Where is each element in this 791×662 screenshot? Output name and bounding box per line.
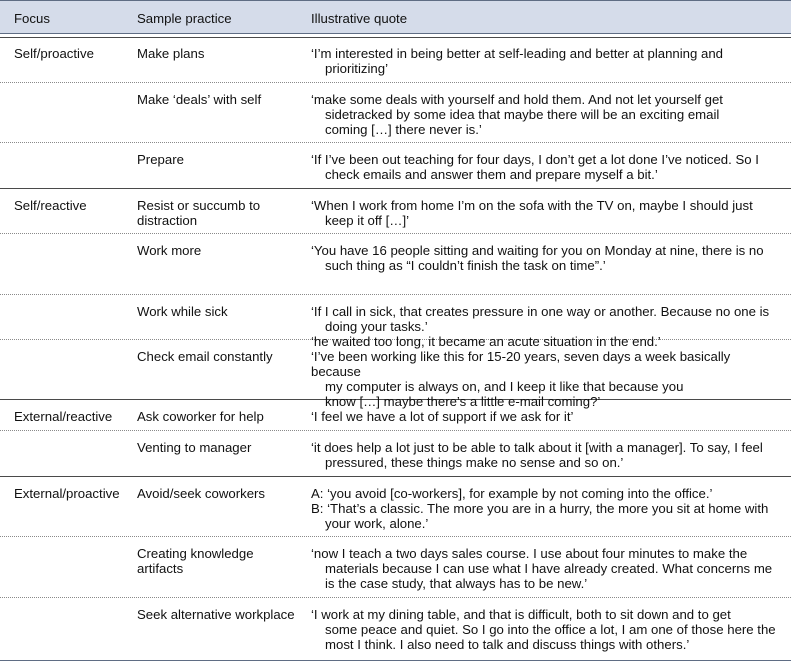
quote-line: ‘When I work from home I’m on the sofa with the TV on, maybe I should just xyxy=(311,198,753,213)
quote-line: check emails and answer them and prepare myself a bit.’ xyxy=(325,167,658,182)
focus-cell: External/reactive xyxy=(14,409,113,424)
quote-cell xyxy=(311,304,781,349)
quote-line: ‘I feel we have a lot of support if we ask for it’ xyxy=(311,409,574,424)
quote-line: know […] maybe there’s a little e-mail coming?’ xyxy=(325,394,601,409)
quote-cell xyxy=(311,46,781,76)
row-divider xyxy=(0,294,791,295)
practice-line: Make plans xyxy=(137,46,205,61)
practice-line: Seek alternative workplace xyxy=(137,607,295,622)
practice-line: Resist or succumb to xyxy=(137,198,261,213)
practice-cell xyxy=(137,92,307,107)
quote-cell xyxy=(311,92,781,137)
practice-cell xyxy=(137,409,307,424)
quote-cell xyxy=(311,349,781,409)
quote-cell xyxy=(311,607,781,652)
quote-line: ‘I’m interested in being better at self-leading and better at planning and xyxy=(311,46,724,61)
practice-line: distraction xyxy=(137,213,198,228)
quote-line: ‘he waited too long, it became an acute situation in the end.’ xyxy=(311,334,661,349)
quote-line: pressured, these things make no sense and so on.’ xyxy=(325,455,624,470)
practice-line: Make ‘deals’ with self xyxy=(137,92,262,107)
practice-cell xyxy=(137,152,307,167)
quote-line: coming […] there never is.’ xyxy=(325,122,482,137)
quote-line: ‘If I call in sick, that creates pressure in one way or another. Because no one is xyxy=(311,304,770,319)
practice-cell xyxy=(137,198,307,228)
table-header xyxy=(0,0,791,34)
row-divider xyxy=(0,536,791,537)
practice-line: Avoid/seek coworkers xyxy=(137,486,266,501)
quote-line: keep it off […]’ xyxy=(325,213,410,228)
practice-cell xyxy=(137,349,307,364)
practice-cell xyxy=(137,243,307,258)
focus-cell: Self/reactive xyxy=(14,198,87,213)
practice-line: Check email constantly xyxy=(137,349,273,364)
practice-cell xyxy=(137,46,307,61)
practice-cell xyxy=(137,486,307,501)
quote-line: your work, alone.’ xyxy=(325,516,429,531)
practice-cell xyxy=(137,546,307,576)
quote-line: my computer is always on, and I keep it like that because you xyxy=(325,379,684,394)
quote-line: ‘make some deals with yourself and hold them. And not let yourself get xyxy=(311,92,723,107)
quote-line: ‘If I’ve been out teaching for four days, I don’t get a lot done I’ve noticed. So I xyxy=(311,152,759,167)
quote-cell xyxy=(311,486,781,531)
quote-line: A: ‘you avoid [co-workers], for example by not coming into the office.’ xyxy=(311,486,713,501)
row-divider xyxy=(0,597,791,598)
quote-line: ‘I’ve been working like this for 15-20 years, seven days a week basically because xyxy=(311,349,731,379)
row-divider xyxy=(0,430,791,431)
quote-line: ‘You have 16 people sitting and waiting for you on Monday at nine, there is no xyxy=(311,243,764,258)
quote-cell xyxy=(311,440,781,470)
quote-line: some peace and quiet. So I go into the office a lot, I am one of those here the xyxy=(325,622,776,637)
practice-line: Creating knowledge xyxy=(137,546,254,561)
practice-line: Ask coworker for help xyxy=(137,409,264,424)
row-divider xyxy=(0,37,791,38)
focus-cell: Self/proactive xyxy=(14,46,94,61)
row-divider xyxy=(0,82,791,83)
row-divider xyxy=(0,188,791,189)
practice-line: Work while sick xyxy=(137,304,228,319)
row-divider xyxy=(0,233,791,234)
focus-cell: External/proactive xyxy=(14,486,120,501)
practice-line: Work more xyxy=(137,243,202,258)
table-bottom-rule xyxy=(0,660,791,661)
practice-line: Venting to manager xyxy=(137,440,252,455)
quote-line: ‘now I teach a two days sales course. I use about four minutes to make the xyxy=(311,546,748,561)
header-illustrative-quote: Illustrative quote xyxy=(311,11,408,26)
quote-line: prioritizing’ xyxy=(325,61,389,76)
quote-line: ‘I work at my dining table, and that is difficult, both to sit down and to get xyxy=(311,607,731,622)
practice-line: Prepare xyxy=(137,152,184,167)
quote-line: B: ‘That’s a classic. The more you are in a hurry, the more you sit at home with xyxy=(311,501,769,516)
quote-line: most I think. I also need to talk and discuss things with others.’ xyxy=(325,637,690,652)
quote-line: is the case study, that always has to be new.’ xyxy=(325,576,588,591)
row-divider xyxy=(0,476,791,477)
quote-cell xyxy=(311,546,781,591)
quote-cell xyxy=(311,243,781,273)
header-sample-practice: Sample practice xyxy=(137,11,232,26)
practice-cell xyxy=(137,304,307,319)
row-divider xyxy=(0,142,791,143)
quote-line: ‘it does help a lot just to be able to talk about it [with a manager]. To say, I feel xyxy=(311,440,763,455)
quote-cell xyxy=(311,409,781,424)
quote-cell xyxy=(311,152,781,182)
quote-line: sidetracked by some idea that maybe there will be an exciting email xyxy=(325,107,720,122)
quote-line: materials because I can use what I have already created. What concerns me xyxy=(325,561,773,576)
quote-line: such thing as “I couldn’t finish the task on time”.’ xyxy=(325,258,606,273)
practice-cell xyxy=(137,440,307,455)
practice-line: artifacts xyxy=(137,561,184,576)
quote-cell xyxy=(311,198,781,228)
quote-line: doing your tasks.’ xyxy=(325,319,428,334)
header-focus: Focus xyxy=(14,11,50,26)
practice-cell xyxy=(137,607,307,622)
